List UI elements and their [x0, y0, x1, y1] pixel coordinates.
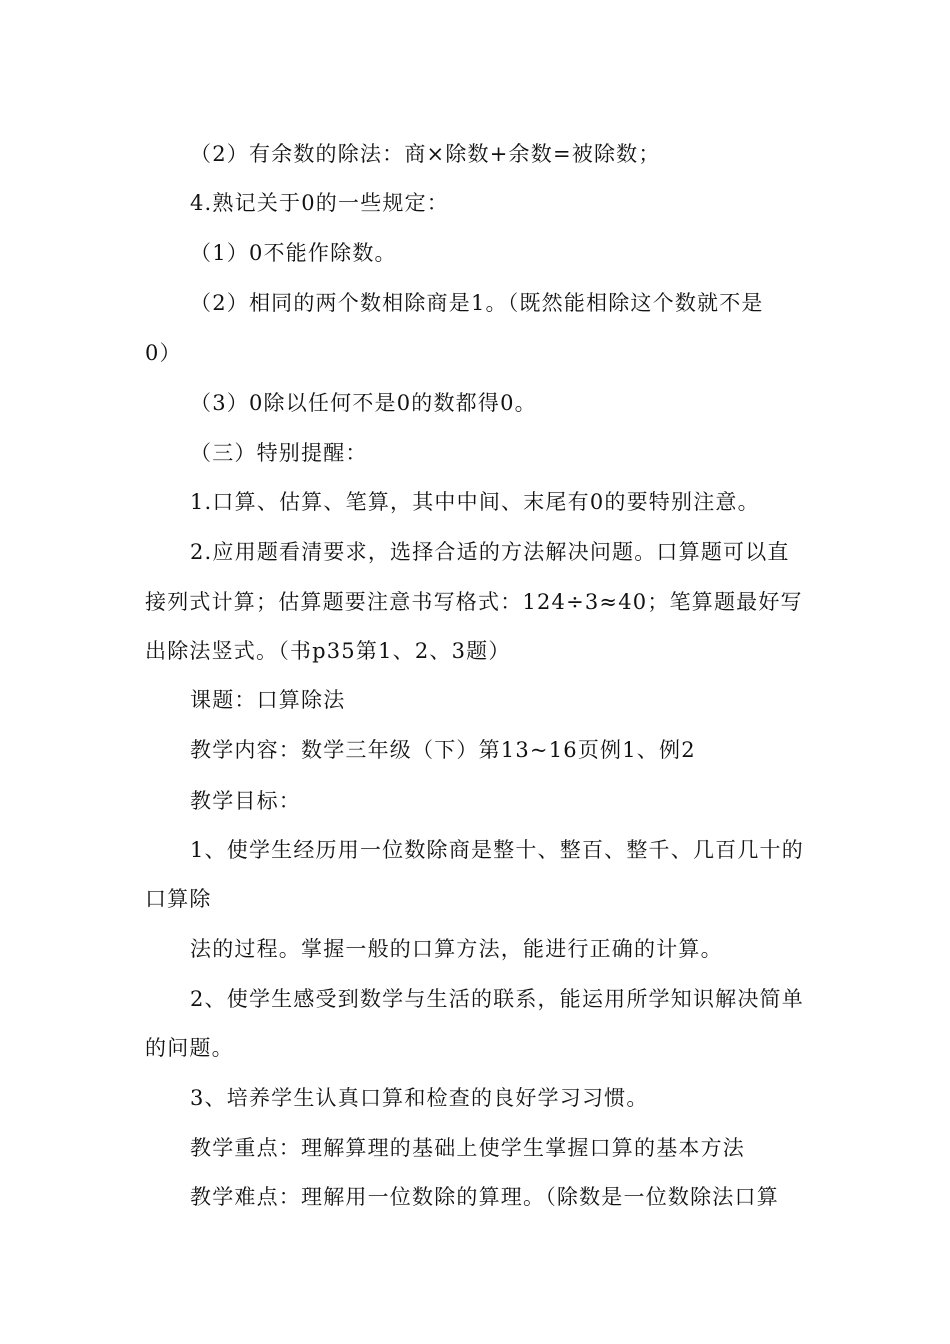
text-line: 教学目标： — [190, 789, 301, 813]
text-line: （2）相同的两个数相除商是1。（既然能相除这个数就不是 — [190, 291, 764, 315]
text-line: 出除法竖式。（书p35第1、2、3题） — [145, 639, 511, 663]
text-line: 0） — [145, 341, 182, 365]
text-line: 2、使学生感受到数学与生活的联系，能运用所学知识解决简单 — [190, 987, 804, 1011]
text-line: 1.口算、估算、笔算，其中中间、末尾有0的要特别注意。 — [190, 490, 760, 514]
text-line: 课题：口算除法 — [190, 688, 346, 712]
text-line: （三）特别提醒： — [190, 441, 368, 465]
text-line: 教学难点：理解用一位数除的算理。（除数是一位数除法口算 — [190, 1185, 779, 1209]
text-line: 1、使学生经历用一位数除商是整十、整百、整千、几百几十的 — [190, 838, 804, 862]
text-line: 2.应用题看清要求，选择合适的方法解决问题。口算题可以直 — [190, 540, 790, 564]
text-line: （2）有余数的除法：商×除数+余数=被除数； — [190, 142, 661, 166]
text-line: 教学内容：数学三年级（下）第13~16页例1、例2 — [190, 738, 696, 762]
text-line: 4.熟记关于0的一些规定： — [190, 191, 449, 215]
text-line: 的问题。 — [145, 1036, 234, 1060]
text-line: 口算除 — [145, 887, 212, 911]
text-line: 教学重点：理解算理的基础上使学生掌握口算的基本方法 — [190, 1136, 745, 1160]
text-line: 接列式计算；估算题要注意书写格式：124÷3≈40；笔算题最好写 — [145, 590, 803, 614]
text-line: 3、培养学生认真口算和检查的良好学习习惯。 — [190, 1086, 649, 1110]
text-line: （1）0不能作除数。 — [190, 241, 397, 265]
text-line: 法的过程。掌握一般的口算方法，能进行正确的计算。 — [190, 937, 723, 961]
text-line: （3）0除以任何不是0的数都得0。 — [190, 391, 537, 415]
